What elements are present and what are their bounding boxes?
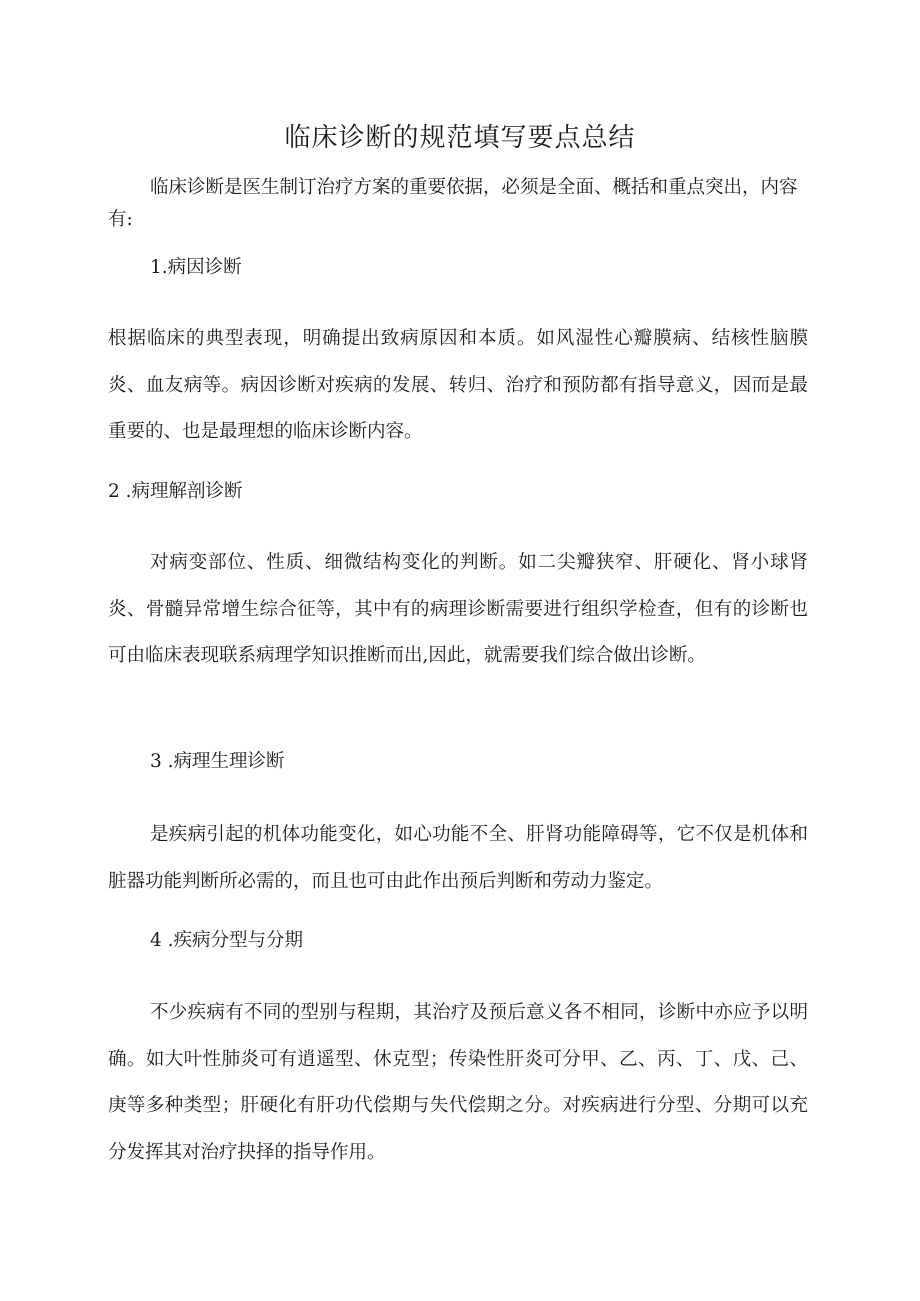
section-3-number: 3 [150, 751, 162, 772]
section-2-paragraph: 对病变部位、性质、细微结构变化的判断。如二尖瓣狭窄、肝硬化、肾小球肾炎、骨髓异常增生综合征等，其中有的病理诊断需要进行组织学检查，但有的诊断也可由临床表现联系病理学知识推断而出,因此，就需要我们综合做出诊断。 [108, 552, 808, 666]
section-1-paragraph: 根据临床的典型表现，明确提出致病原因和本质。如风湿性心瓣膜病、结核性脑膜炎、血友病等。病因诊断对疾病的发展、转归、治疗和预防都有指导意义，因而是最重要的、也是最理想的临床诊断内容。 [108, 328, 808, 442]
section-4-heading [150, 927, 303, 955]
section-4-title: .疾病分型与分期 [167, 930, 304, 951]
section-3-heading [150, 748, 285, 776]
section-4-number: 4 [150, 930, 162, 951]
document-title: 临床诊断的规范填写要点总结 [284, 123, 636, 153]
section-1-title: .病因诊断 [161, 257, 242, 278]
section-4-paragraph: 不少疾病有不同的型别与程期，其治疗及预后意义各不相同，诊断中亦应予以明确。如大叶性肺炎可有逍遥型、休克型；传染性肝炎可分甲、乙、丙、丁、戊、己、庚等多种类型；肝硬化有肝功代偿期与失代偿期之分。对疾病进行分型、分期可以充分发挥其对治疗抉择的指导作用。 [108, 1002, 808, 1163]
section-1-number: 1 [150, 257, 162, 278]
section-2-title: .病理解剖诊断 [125, 481, 243, 502]
section-1-heading [150, 254, 242, 282]
section-3-paragraph: 是疾病引起的机体功能变化，如心功能不全、肝肾功能障碍等，它不仅是机体和脏器功能判断所必需的，而且也可由此作出预后判断和劳动力鉴定。 [108, 824, 808, 892]
section-2-heading [108, 478, 243, 506]
section-3-title: .病理生理诊断 [167, 751, 285, 772]
intro-paragraph: 临床诊断是医生制订治疗方案的重要依据，必须是全面、概括和重点突出，内容有: [108, 177, 798, 230]
section-2-number: 2 [108, 481, 120, 502]
